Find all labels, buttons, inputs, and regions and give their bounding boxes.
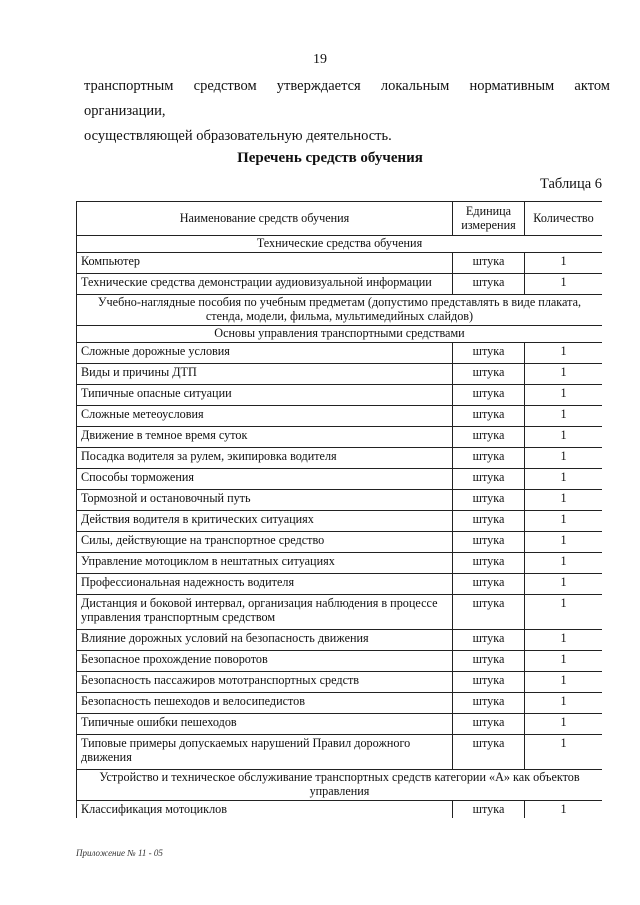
table-row [77, 574, 603, 595]
header-qty: Количество [525, 202, 603, 236]
table-body [77, 236, 603, 819]
item-quantity: 1 [525, 469, 603, 490]
section-heading: Учебно-наглядные пособия по учебным предметам (допустимо представлять в виде плаката, стенда, модели, фильма, мультимедийных слайдов) [77, 295, 603, 326]
table-row [77, 630, 603, 651]
item-quantity: 1 [525, 801, 603, 819]
item-quantity: 1 [525, 574, 603, 595]
item-unit: штука [453, 651, 525, 672]
intro-line: транспортным средством утверждается локальным нормативным актом организации, [84, 78, 610, 119]
item-name: Тормозной и остановочный путь [77, 490, 453, 511]
section-title: Перечень средств обучения [237, 150, 423, 166]
item-quantity: 1 [525, 735, 603, 770]
item-quantity: 1 [525, 511, 603, 532]
section-heading: Основы управления транспортными средствами [77, 326, 603, 343]
equipment-table [76, 201, 602, 818]
item-name: Влияние дорожных условий на безопасность движения [77, 630, 453, 651]
item-name: Безопасность пешеходов и велосипедистов [77, 693, 453, 714]
item-unit: штука [453, 343, 525, 364]
header-unit: Единица измерения [453, 202, 525, 236]
item-name: Способы торможения [77, 469, 453, 490]
table-section-row [77, 295, 603, 326]
page-number: 19 [313, 52, 327, 67]
table-row [77, 427, 603, 448]
table-row [77, 693, 603, 714]
item-quantity: 1 [525, 385, 603, 406]
item-unit: штука [453, 553, 525, 574]
item-unit: штука [453, 274, 525, 295]
table-section-row [77, 236, 603, 253]
table-row [77, 672, 603, 693]
item-unit: штука [453, 490, 525, 511]
intro-line: осуществляющей образовательную деятельность. [84, 128, 392, 144]
item-name: Типичные опасные ситуации [77, 385, 453, 406]
item-unit: штука [453, 448, 525, 469]
item-unit: штука [453, 693, 525, 714]
item-unit: штука [453, 735, 525, 770]
item-quantity: 1 [525, 714, 603, 735]
item-name: Типичные ошибки пешеходов [77, 714, 453, 735]
table-row [77, 385, 603, 406]
item-unit: штука [453, 801, 525, 819]
intro-paragraph [84, 74, 610, 149]
table-row [77, 490, 603, 511]
table-row [77, 448, 603, 469]
item-name: Движение в темное время суток [77, 427, 453, 448]
item-quantity: 1 [525, 693, 603, 714]
item-unit: штука [453, 385, 525, 406]
item-name: Виды и причины ДТП [77, 364, 453, 385]
item-unit: штука [453, 595, 525, 630]
table-row [77, 364, 603, 385]
table-section-row [77, 770, 603, 801]
item-unit: штука [453, 253, 525, 274]
table-row [77, 406, 603, 427]
item-name: Безопасность пассажиров мототранспортных средств [77, 672, 453, 693]
item-name: Посадка водителя за рулем, экипировка водителя [77, 448, 453, 469]
header-name: Наименование средств обучения [77, 202, 453, 236]
item-name: Типовые примеры допускаемых нарушений Правил дорожного движения [77, 735, 453, 770]
table-row [77, 343, 603, 364]
item-quantity: 1 [525, 651, 603, 672]
table-row [77, 469, 603, 490]
item-quantity: 1 [525, 253, 603, 274]
item-name: Безопасное прохождение поворотов [77, 651, 453, 672]
section-heading: Устройство и техническое обслуживание транспортных средств категории «А» как объектов управления [77, 770, 603, 801]
item-quantity: 1 [525, 406, 603, 427]
item-name: Дистанция и боковой интервал, организация наблюдения в процессе управления транспортным средством [77, 595, 453, 630]
item-unit: штука [453, 364, 525, 385]
item-unit: штука [453, 714, 525, 735]
item-quantity: 1 [525, 595, 603, 630]
item-name: Компьютер [77, 253, 453, 274]
item-unit: штука [453, 427, 525, 448]
item-name: Действия водителя в критических ситуациях [77, 511, 453, 532]
table-row [77, 511, 603, 532]
item-name: Управление мотоциклом в нештатных ситуациях [77, 553, 453, 574]
table-row [77, 274, 603, 295]
item-unit: штука [453, 672, 525, 693]
item-unit: штука [453, 630, 525, 651]
item-unit: штука [453, 574, 525, 595]
item-name: Сложные дорожные условия [77, 343, 453, 364]
item-quantity: 1 [525, 630, 603, 651]
table-row [77, 801, 603, 819]
table-label: Таблица 6 [540, 176, 603, 192]
item-name: Сложные метеоусловия [77, 406, 453, 427]
item-name: Силы, действующие на транспортное средство [77, 532, 453, 553]
item-quantity: 1 [525, 490, 603, 511]
table-row [77, 735, 603, 770]
item-quantity: 1 [525, 553, 603, 574]
item-unit: штука [453, 406, 525, 427]
table-row [77, 714, 603, 735]
item-unit: штука [453, 532, 525, 553]
table-row [77, 532, 603, 553]
item-quantity: 1 [525, 448, 603, 469]
table-row [77, 253, 603, 274]
item-quantity: 1 [525, 274, 603, 295]
table-row [77, 595, 603, 630]
item-name: Профессиональная надежность водителя [77, 574, 453, 595]
item-unit: штука [453, 511, 525, 532]
table-row [77, 553, 603, 574]
item-quantity: 1 [525, 343, 603, 364]
table-section-row [77, 326, 603, 343]
table-container [76, 201, 602, 818]
item-quantity: 1 [525, 672, 603, 693]
item-quantity: 1 [525, 532, 603, 553]
item-quantity: 1 [525, 427, 603, 448]
table-header-row [77, 202, 603, 236]
footer-note: Приложение № 11 - 05 [76, 848, 163, 858]
section-heading: Технические средства обучения [77, 236, 603, 253]
item-quantity: 1 [525, 364, 603, 385]
table-row [77, 651, 603, 672]
item-unit: штука [453, 469, 525, 490]
item-name: Классификация мотоциклов [77, 801, 453, 819]
item-name: Технические средства демонстрации аудиовизуальной информации [77, 274, 453, 295]
